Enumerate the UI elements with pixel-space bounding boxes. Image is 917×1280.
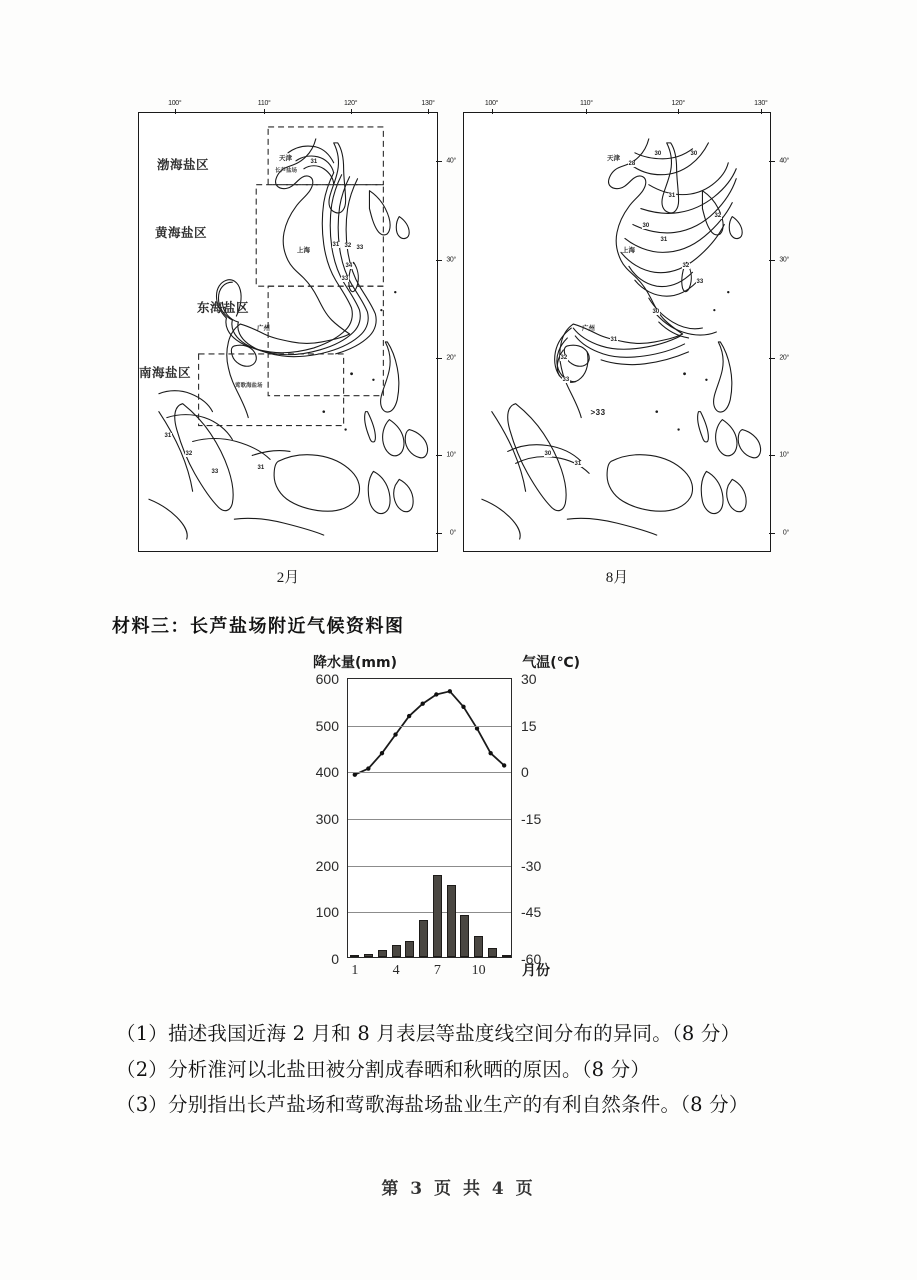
x-axis-tick: 7 (433, 963, 441, 978)
region-label-nanhai: 南海盐区 (139, 365, 192, 380)
isohaline-label: 34 (345, 263, 353, 269)
august-map-graphic (464, 113, 770, 551)
y-axis-right-tick: -15 (521, 811, 542, 827)
isohaline-label: 30 (642, 223, 650, 229)
precipitation-bar (460, 915, 469, 957)
lat-tick-0: 0° (449, 529, 456, 537)
y-axis-right-tick: 30 (521, 671, 537, 687)
isohaline-label: 31 (660, 237, 668, 243)
city-label-tianjin: 天津 (279, 154, 292, 162)
precipitation-bar (447, 885, 456, 957)
y-axis-left-tick: 300 (315, 811, 339, 827)
y-axis-left-tick: 100 (315, 904, 339, 921)
lat-tick-0: 0° (782, 529, 789, 537)
precipitation-axis-title: 降水量(mm) (313, 655, 397, 671)
isohaline-label: 31 (574, 461, 582, 467)
isohaline-label: 33 (211, 469, 219, 475)
question-2: （2）分析淮河以北盐田被分割成春晒和秋晒的原因。（8 分） (116, 1057, 651, 1081)
chart-gridline (348, 819, 511, 820)
isohaline-label: 31 (164, 433, 172, 439)
isohaline-label: 33 (696, 279, 704, 285)
isohaline-label: 32 (344, 243, 352, 249)
lon-tick-110: 110° (257, 100, 271, 107)
y-axis-left-tick: 500 (315, 717, 339, 734)
lon-tick-130: 130° (754, 100, 768, 107)
lon-tick-100: 100° (484, 100, 499, 107)
lat-tick-20: 20° (446, 354, 456, 362)
city-label-guangzhou: 广州 (257, 324, 270, 332)
lat-tick-40: 40° (779, 157, 789, 165)
question-list (116, 1024, 816, 1131)
temperature-point (434, 692, 438, 696)
y-axis-right-tick: 0 (521, 764, 529, 781)
lat-tick-40: 40° (446, 157, 456, 165)
temperature-point (366, 766, 370, 770)
precipitation-bar (433, 875, 442, 957)
precipitation-bar (350, 955, 359, 957)
precipitation-bar (405, 941, 414, 957)
x-axis-title: 月份 (522, 963, 550, 979)
city-label-tianjin: 天津 (607, 154, 620, 162)
isohaline-label: 32 (714, 213, 722, 219)
isohaline-label: 32 (682, 263, 690, 269)
question-3: （3）分别指出长芦盐场和莺歌海盐场盐业生产的有利自然条件。（8 分） (116, 1093, 749, 1116)
isohaline-label: 30 (544, 451, 552, 457)
isohaline-label: 30 (652, 309, 660, 315)
lat-tick-10: 10° (779, 451, 789, 459)
lon-tick-130: 130° (421, 100, 435, 107)
lon-tick-110: 110° (580, 100, 593, 107)
temperature-point (502, 763, 506, 767)
isohaline-label: 33 (356, 245, 364, 251)
region-label-donghai: 东海盐区 (197, 300, 250, 315)
maps-figure-row (138, 100, 789, 592)
isohaline-label: 33 (562, 377, 570, 383)
temperature-point (488, 751, 492, 755)
august-salinity-map (463, 100, 789, 587)
chart-gridline (348, 772, 511, 773)
temperature-point (448, 689, 452, 693)
question-1: （1）描述我国近海 2 月和 8 月表层等盐度线空间分布的异同。（8 分） (116, 1022, 741, 1045)
temperature-point (380, 751, 384, 755)
temperature-line-series (348, 679, 511, 957)
august-map-caption: 8月 (605, 570, 629, 586)
city-label-shanghai: 上海 (622, 246, 635, 254)
precipitation-bar (378, 950, 387, 957)
y-axis-left-tick: 600 (315, 671, 339, 687)
february-salinity-map (138, 100, 456, 587)
temperature-point (407, 714, 411, 718)
region-label-bohai: 渤海盐区 (157, 157, 210, 172)
lon-tick-120: 120° (671, 100, 685, 107)
february-map-caption: 2月 (276, 570, 300, 586)
isohaline-annotation-gt33: >33 (590, 408, 606, 417)
precipitation-bar (474, 936, 483, 957)
y-axis-right-tick: 15 (521, 717, 537, 734)
y-axis-left-tick: 400 (315, 764, 339, 781)
isohaline-label: 28 (628, 161, 636, 167)
chart-gridline (348, 912, 511, 913)
y-axis-left-tick: 0 (331, 951, 339, 967)
february-map-graphic (139, 113, 437, 551)
y-axis-right-tick: -45 (521, 904, 542, 921)
august-map-frame (463, 100, 789, 552)
isohaline-label: 31 (610, 337, 618, 343)
saltworks-label-changlu: 长芦盐场 (275, 168, 298, 174)
x-axis-tick: 1 (351, 963, 359, 978)
region-label-huanghai: 黄海盐区 (155, 225, 208, 240)
page-footer: 第 3 页 共 4 页 (381, 1179, 536, 1199)
lat-tick-30: 30° (446, 256, 456, 264)
y-axis-right-tick: -30 (521, 857, 542, 874)
february-map-frame (138, 100, 456, 552)
x-axis-tick: 10 (471, 963, 486, 978)
isohaline-label: 31 (668, 193, 676, 199)
precipitation-bar (364, 954, 373, 957)
y-axis-left-tick: 200 (315, 857, 339, 874)
precipitation-bar (419, 920, 428, 957)
chart-gridline (348, 726, 511, 727)
saltworks-label-yinggehai: 莺歌海盐场 (235, 383, 263, 389)
temperature-point (461, 705, 465, 709)
isohaline-label: 30 (654, 151, 662, 157)
y-axis-right-tick: -60 (521, 951, 542, 967)
precipitation-bar (502, 955, 511, 957)
precipitation-bar (488, 948, 497, 957)
city-label-guangzhou: 广州 (582, 324, 595, 332)
lon-tick-120: 120° (343, 100, 358, 107)
precipitation-bar (392, 945, 401, 957)
isohaline-label: 31 (257, 465, 265, 471)
temperature-axis-title: 气温(℃) (522, 655, 580, 671)
x-axis-tick: 4 (392, 963, 400, 978)
chart-gridline (348, 866, 511, 867)
temperature-point (475, 726, 479, 730)
isohaline-label: 32 (185, 451, 193, 457)
isohaline-label: 30 (690, 151, 698, 157)
temperature-point (393, 732, 397, 736)
city-label-shanghai: 上海 (297, 246, 310, 254)
temperature-point (421, 702, 425, 706)
isohaline-label: 33 (341, 276, 349, 282)
isohaline-label: 31 (310, 159, 318, 165)
lat-tick-10: 10° (446, 451, 456, 459)
lon-tick-100: 100° (168, 100, 182, 107)
lat-tick-30: 30° (779, 256, 789, 264)
climate-chart (300, 652, 580, 1002)
material-three-heading: 材料三：长芦盐场附近气候资料图 (112, 616, 405, 637)
lat-tick-20: 20° (779, 354, 789, 362)
isohaline-label: 32 (560, 355, 568, 361)
isohaline-label: 31 (332, 242, 340, 248)
